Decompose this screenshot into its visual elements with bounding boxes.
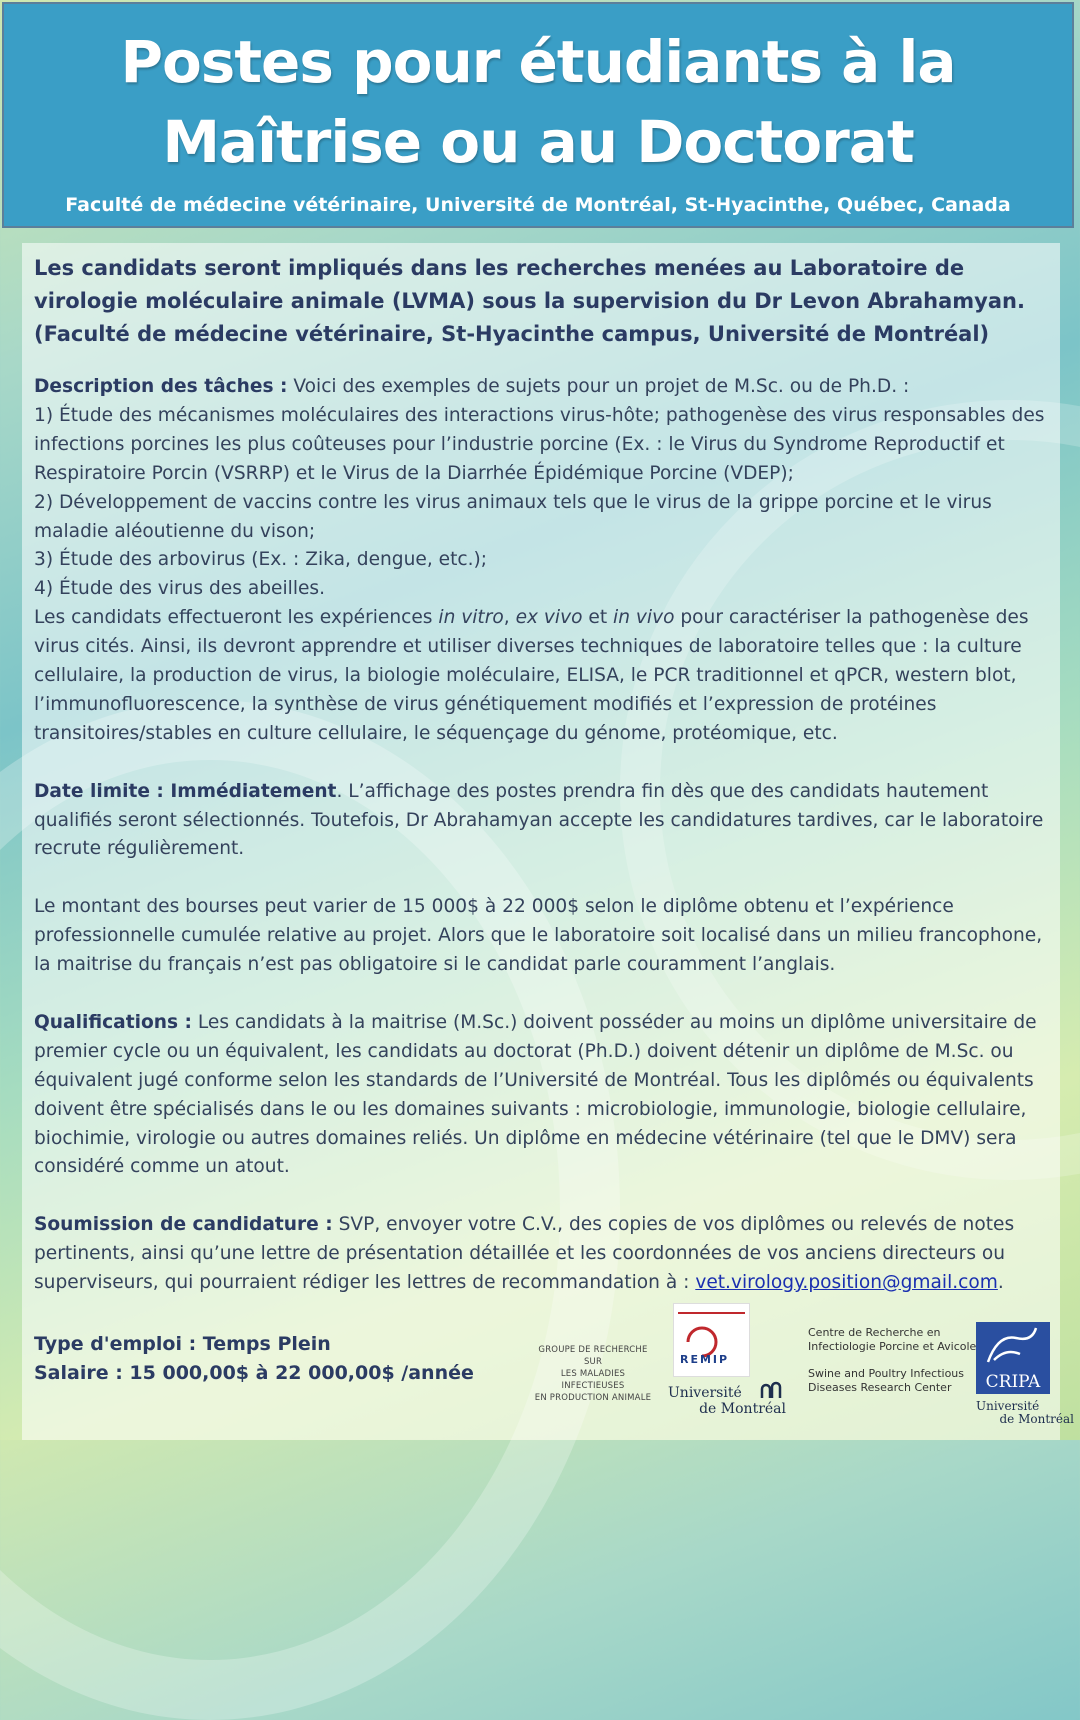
udm-logo-line: Université xyxy=(668,1385,742,1401)
gremip-caption-line: GROUPE DE RECHERCHE SUR xyxy=(538,1345,648,1367)
submission-section xyxy=(34,1211,1046,1298)
description-label: Description des tâches : xyxy=(34,376,288,397)
submission-text: SVP, envoyer votre C.V., des copies de vos diplômes ou relevés de notes pertinents, ainsi qu’une lettre de présentation détaillée et les coordonnées de vos anciens directeurs ou superviseurs, qui pourraient rédiger les lettres de recommandation à : xyxy=(34,1214,1015,1294)
description-lead: Voici des exemples de sujets pour un projet de M.Sc. ou de Ph.D. : xyxy=(287,376,910,397)
description-section xyxy=(34,373,1046,749)
experiments-separator: , xyxy=(503,607,516,629)
in-vitro: in vitro xyxy=(438,607,504,629)
experiments-conjunction: et xyxy=(582,607,614,629)
contact-email-link[interactable]: vet.virology.position@gmail.com xyxy=(695,1272,998,1294)
description-item-4: 4) Étude des virus des abeilles. xyxy=(34,578,326,600)
salary: Salaire : 15 000,00$ à 22 000,00$ /année xyxy=(34,1362,474,1384)
udm-logo-line: Université xyxy=(976,1399,1040,1413)
udm-logo-line: de Montréal xyxy=(999,1412,1074,1426)
gremip-wordmark: REMIP xyxy=(680,1353,730,1366)
gremip-caption-line: EN PRODUCTION ANIMALE xyxy=(534,1393,652,1403)
description-item-2: 2) Développement de vaccins contre les virus animaux tels que le virus de la grippe porcine et le virus maladie aléoutienne du vison; xyxy=(34,491,992,542)
gremip-caption xyxy=(528,1344,658,1404)
description-item-3: 3) Étude des arbovirus (Ex. : Zika, dengue, etc.); xyxy=(34,549,488,571)
qualifications-section xyxy=(34,1009,1046,1182)
qualifications-text: Les candidats à la maitrise (M.Sc.) doivent posséder au moins un diplôme universitaire de premier cycle ou un équivalent, les candidats au doctorat (Ph.D.) doivent détenir un diplôme de M.Sc. ou équivalent jugé conforme selon les standards de l’Université de Montréal. Tous les diplômés ou équivalents doivent être spécialisés dans le ou les domaines suivants : microbiologie, immunologie, biologie cellulaire, biochimie, virologie ou autres domaines reliés. Un diplôme en médecine vétérinaire (tel que le DMV) sera considéré comme un atout. xyxy=(34,1011,1037,1178)
crc-caption-line: Centre de Recherche en xyxy=(808,1326,941,1339)
intro-text: Les candidats seront impliqués dans les recherches menées au Laboratoire de virologie moléculaire animale (LVMA) sous la supervision du Dr Levon Abrahamyan. xyxy=(34,256,1025,313)
title-line-2: Maîtrise ou au Doctorat xyxy=(162,108,914,176)
crc-caption-line: Diseases Research Center xyxy=(808,1381,952,1394)
intro-location: (Faculté de médecine vétérinaire, St-Hyacinthe campus, Université de Montréal) xyxy=(34,322,990,346)
udm-arches-icon xyxy=(760,1381,786,1399)
experiments-text: Les candidats effectueront les expériences xyxy=(34,607,439,629)
cripa-emblem-icon xyxy=(976,1322,1050,1372)
submission-end: . xyxy=(997,1272,1004,1294)
udm-logo-line: de Montréal xyxy=(699,1401,786,1417)
deadline-section xyxy=(34,778,1046,865)
job-summary xyxy=(34,1330,474,1388)
header-banner xyxy=(2,2,1074,228)
deadline-label: Date limite : Immédiatement xyxy=(34,780,337,802)
job-type: Type d'emploi : Temps Plein xyxy=(34,1333,331,1355)
cripa-logo xyxy=(976,1322,1050,1394)
page-subtitle: Faculté de médecine vétérinaire, Université de Montréal, St-Hyacinthe, Québec, Canada xyxy=(65,194,1011,216)
crc-caption xyxy=(808,1326,976,1395)
funding-section: Le montant des bourses peut varier de 15 000$ à 22 000$ selon le diplôme obtenu et l’expérience professionnelle cumulée relative au projet. Alors que le laboratoire soit localisé dans un milieu francophone, la maitrise du français n’est pas obligatoire si le candidat parle couramment l’anglais. xyxy=(34,896,1043,976)
udm-logo-2 xyxy=(960,1400,1074,1426)
cripa-wordmark: CRIPA xyxy=(985,1372,1041,1392)
page-title xyxy=(4,22,1072,182)
crc-caption-line: Swine and Poultry Infectious xyxy=(808,1367,965,1380)
crc-caption-line: Infectiologie Porcine et Avicole xyxy=(808,1340,977,1353)
ex-vivo: ex vivo xyxy=(515,607,583,629)
description-item-1: 1) Étude des mécanismes moléculaires des interactions virus-hôte; pathogenèse des virus responsables des infections porcines les plus coûteuses pour l’industrie porcine (Ex. : le Virus du Syndrome Reproductif et Respiratoire Porcin (VSRRP) et le Virus de la Diarrhée Épidémique Porcine (VDEP); xyxy=(34,404,1045,484)
qualifications-label: Qualifications : xyxy=(34,1011,192,1033)
title-line-1: Postes pour étudiants à la xyxy=(120,28,956,96)
intro-block xyxy=(34,252,1046,351)
experiments-techniques: pour caractériser la pathogenèse des virus cités. Ainsi, ils devront apprendre et utiliser diverses techniques de laboratoire telles que : la culture cellulaire, la production de virus, la biologie moléculaire, ELISA, le PCR traditionnel et qPCR, western blot, l’immunofluorescence, la synthèse de virus génétiquement modifiés et l’expression de protéines transitoires/stables en culture cellulaire, le séquençage du génome, protéomique, etc. xyxy=(34,607,1029,744)
in-vivo: in vivo xyxy=(613,607,675,629)
submission-label: Soumission de candidature : xyxy=(34,1214,333,1236)
main-content xyxy=(34,252,1046,1327)
gremip-caption-line: LES MALADIES INFECTIEUSES xyxy=(560,1369,626,1391)
deadline-text: . L’affichage des postes prendra fin dès que des candidats hautement qualifiés seront sélectionnés. Toutefois, Dr Abrahamyan accepte les candidatures tardives, car le laboratoire recrute régulièrement. xyxy=(34,780,1044,860)
